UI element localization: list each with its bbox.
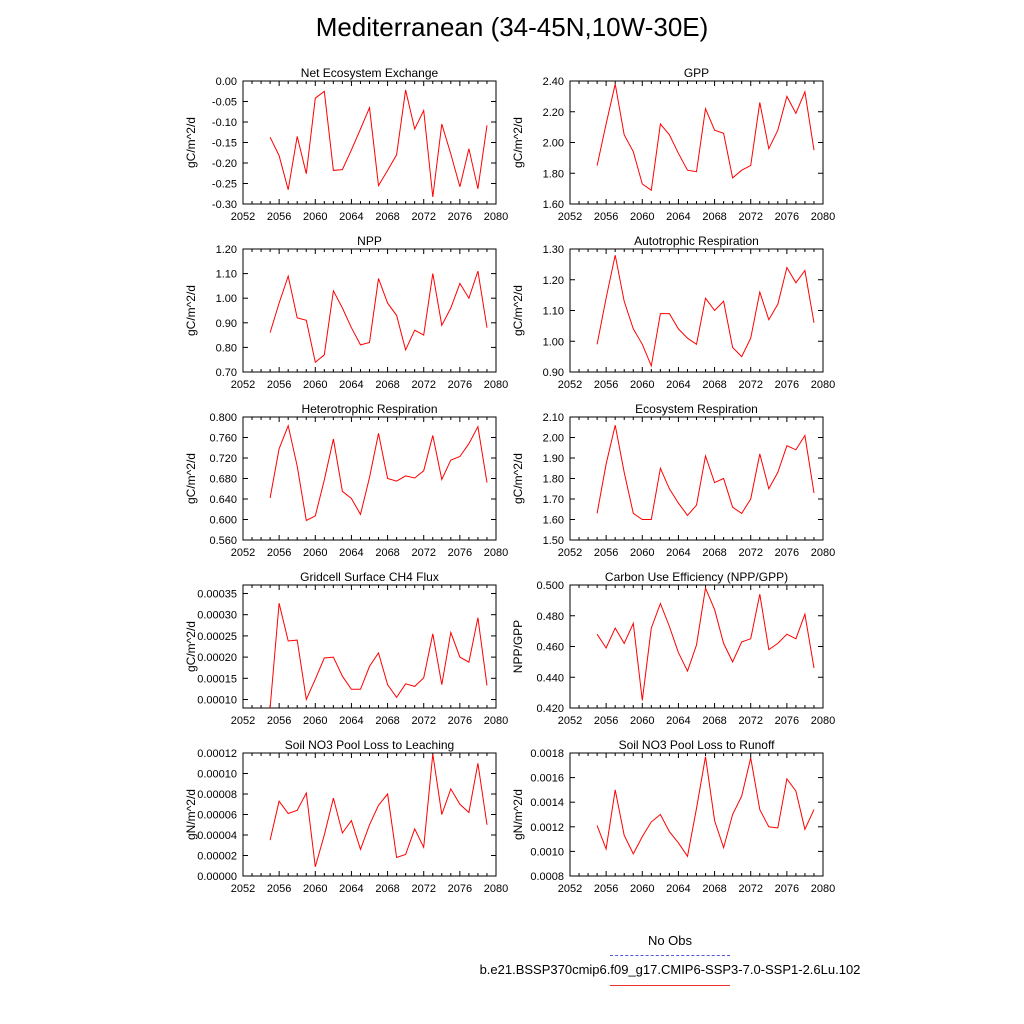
y-tick-label: 0.00030 [197, 609, 237, 622]
y-tick-label: 0.00025 [197, 630, 237, 643]
x-tick-label: 2064 [666, 379, 691, 391]
y-tick-label: 2.10 [542, 412, 564, 424]
panel-title: GPP [683, 66, 710, 80]
x-tick-label: 2072 [738, 715, 763, 727]
x-tick-label: 2068 [702, 211, 727, 223]
y-tick-label: 0.720 [209, 453, 237, 465]
panel-title: Heterotrophic Respiration [301, 402, 438, 416]
plot-frame [243, 81, 496, 204]
x-tick-label: 2052 [557, 715, 583, 727]
y-tick-label: 1.90 [542, 453, 564, 465]
y-tick-label: 1.10 [215, 268, 237, 281]
series-line [270, 754, 487, 867]
series-line [597, 255, 814, 366]
x-tick-label: 2072 [738, 379, 763, 391]
y-tick-label: 0.00035 [197, 588, 237, 601]
panel-2 [184, 234, 508, 391]
x-tick-label: 2080 [810, 715, 836, 727]
y-tick-label: -0.05 [211, 96, 237, 109]
x-tick-label: 2076 [774, 547, 800, 559]
plot-frame [570, 417, 823, 540]
x-tick-label: 2052 [230, 211, 256, 223]
x-tick-label: 2080 [483, 547, 509, 559]
x-tick-label: 2064 [666, 715, 691, 727]
panel-0 [184, 66, 508, 223]
x-tick-label: 2060 [303, 715, 328, 727]
y-tick-label: 0.480 [536, 610, 564, 623]
x-tick-label: 2080 [810, 211, 836, 223]
x-tick-label: 2056 [593, 883, 619, 895]
y-tick-label: 0.0014 [530, 797, 564, 810]
y-tick-label: 1.20 [542, 274, 564, 287]
panel-7 [511, 570, 835, 727]
x-tick-label: 2072 [738, 547, 763, 559]
y-tick-label: 0.420 [536, 703, 564, 715]
y-tick-label: 1.70 [542, 494, 564, 506]
x-tick-label: 2052 [230, 883, 256, 895]
x-tick-label: 2052 [230, 379, 256, 391]
y-tick-label: 1.60 [542, 199, 564, 211]
series-line [597, 757, 814, 857]
panel-title: Autotrophic Respiration [634, 234, 759, 248]
x-tick-label: 2072 [411, 715, 436, 727]
y-tick-label: -0.25 [211, 178, 237, 191]
series-line [270, 90, 487, 197]
x-tick-label: 2056 [266, 379, 292, 391]
legend-case-label: b.e21.BSSP370cmip6.f09_g17.CMIP6-SSP3-7.0-SSP1-2.6Lu.102 [479, 962, 861, 977]
y-tick-label: 0.0010 [530, 846, 564, 859]
y-tick-label: 0.00008 [197, 789, 237, 801]
y-tick-label: 0.00020 [197, 652, 237, 665]
y-tick-label: 1.20 [215, 244, 237, 256]
y-tick-label: 0.600 [209, 514, 237, 527]
panel-title: Soil NO3 Pool Loss to Leaching [284, 738, 455, 752]
legend-case-line [610, 985, 730, 986]
x-tick-label: 2072 [411, 211, 436, 223]
x-tick-label: 2076 [774, 715, 800, 727]
x-tick-label: 2068 [702, 715, 727, 727]
series-line [597, 84, 814, 190]
x-tick-label: 2060 [303, 883, 328, 895]
y-tick-label: 0.0016 [530, 772, 564, 785]
y-axis-label: gN/m^2/d [511, 789, 525, 840]
panel-9 [511, 738, 835, 895]
y-tick-label: 0.80 [215, 342, 237, 355]
y-tick-label: 1.60 [542, 514, 564, 527]
x-tick-label: 2064 [339, 715, 364, 727]
x-tick-label: 2080 [483, 883, 509, 895]
x-tick-label: 2052 [557, 211, 583, 223]
panel-4 [184, 402, 508, 559]
y-tick-label: 0.90 [215, 317, 237, 330]
y-tick-label: 0.0012 [530, 821, 564, 834]
x-tick-label: 2080 [483, 211, 509, 223]
panel-title: Gridcell Surface CH4 Flux [300, 570, 439, 584]
x-tick-label: 2068 [375, 379, 400, 391]
panel-title: Ecosystem Respiration [635, 402, 758, 416]
y-axis-label: gC/m^2/d [184, 117, 198, 168]
x-tick-label: 2080 [483, 379, 509, 391]
y-tick-label: 2.00 [542, 137, 564, 150]
y-axis-label: gC/m^2/d [511, 453, 525, 504]
x-tick-label: 2072 [411, 547, 436, 559]
x-tick-label: 2060 [303, 547, 328, 559]
y-tick-label: 0.00004 [197, 830, 237, 842]
x-tick-label: 2060 [630, 211, 655, 223]
x-tick-label: 2072 [411, 379, 436, 391]
plot-frame [243, 753, 496, 876]
x-tick-label: 2080 [810, 883, 836, 895]
y-tick-label: 1.80 [542, 473, 564, 486]
y-axis-label: gN/m^2/d [184, 789, 198, 840]
x-tick-label: 2056 [266, 211, 292, 223]
x-tick-label: 2076 [447, 715, 473, 727]
panel-8 [184, 738, 508, 895]
y-tick-label: 0.00006 [197, 809, 237, 822]
y-tick-label: -0.30 [211, 199, 237, 211]
series-line [270, 603, 487, 708]
y-tick-label: 0.680 [209, 473, 237, 486]
y-tick-label: 0.640 [209, 494, 237, 506]
y-tick-label: 0.00015 [197, 673, 237, 686]
panel-title: Net Ecosystem Exchange [300, 66, 439, 80]
y-tick-label: 0.00010 [197, 694, 237, 707]
y-tick-label: 0.760 [209, 432, 237, 445]
legend-no-obs-label: No Obs [647, 933, 693, 948]
y-tick-label: 0.00000 [197, 871, 237, 883]
x-tick-label: 2076 [447, 547, 473, 559]
y-tick-label: 2.40 [542, 76, 564, 88]
x-tick-label: 2072 [738, 883, 763, 895]
plot-frame [243, 585, 496, 708]
x-tick-label: 2052 [557, 883, 583, 895]
y-tick-label: 0.00002 [197, 850, 237, 863]
panel-5 [511, 402, 835, 559]
page-title: Mediterranean (34-45N,10W-30E) [315, 12, 709, 42]
y-tick-label: 0.440 [536, 672, 564, 685]
x-tick-label: 2080 [483, 715, 509, 727]
y-axis-label: gC/m^2/d [511, 117, 525, 168]
x-tick-label: 2076 [447, 883, 473, 895]
x-tick-label: 2068 [702, 547, 727, 559]
series-line [270, 426, 487, 521]
x-tick-label: 2056 [593, 379, 619, 391]
x-tick-label: 2072 [738, 211, 763, 223]
y-tick-label: 1.30 [542, 244, 564, 256]
x-tick-label: 2076 [774, 211, 800, 223]
x-tick-label: 2064 [666, 211, 691, 223]
x-tick-label: 2068 [375, 883, 400, 895]
x-tick-label: 2080 [810, 547, 836, 559]
x-tick-label: 2052 [230, 547, 256, 559]
y-axis-label: gC/m^2/d [511, 285, 525, 336]
x-tick-label: 2060 [630, 379, 655, 391]
x-tick-label: 2072 [411, 883, 436, 895]
y-tick-label: 0.0018 [530, 748, 564, 760]
panel-3 [511, 234, 835, 391]
x-tick-label: 2068 [375, 715, 400, 727]
plot-frame [570, 249, 823, 372]
x-tick-label: 2068 [375, 211, 400, 223]
x-tick-label: 2064 [666, 547, 691, 559]
y-tick-label: 0.800 [209, 412, 237, 424]
x-tick-label: 2060 [303, 379, 328, 391]
y-tick-label: 1.10 [542, 305, 564, 318]
x-tick-label: 2052 [557, 547, 583, 559]
x-tick-label: 2056 [266, 715, 292, 727]
y-tick-label: -0.20 [211, 158, 237, 170]
x-tick-label: 2056 [593, 547, 619, 559]
y-axis-label: NPP/GPP [511, 619, 525, 674]
y-tick-label: 0.00012 [197, 748, 237, 760]
y-tick-label: 0.00010 [197, 768, 237, 781]
x-tick-label: 2052 [557, 379, 583, 391]
y-tick-label: 2.00 [542, 432, 564, 445]
panel-1 [511, 66, 835, 223]
x-tick-label: 2068 [702, 379, 727, 391]
x-tick-label: 2068 [375, 547, 400, 559]
x-tick-label: 2064 [339, 379, 364, 391]
x-tick-label: 2068 [702, 883, 727, 895]
y-tick-label: 0.90 [542, 367, 564, 379]
y-tick-label: 2.20 [542, 106, 564, 119]
y-tick-label: -0.10 [211, 117, 237, 129]
plot-frame [570, 81, 823, 204]
series-line [270, 271, 487, 362]
x-tick-label: 2064 [666, 883, 691, 895]
plot-frame [243, 249, 496, 372]
x-tick-label: 2052 [230, 715, 256, 727]
x-tick-label: 2056 [266, 547, 292, 559]
y-tick-label: 0.500 [536, 580, 564, 592]
y-tick-label: 0.00 [215, 76, 237, 88]
y-tick-label: 1.00 [542, 336, 564, 349]
y-tick-label: 0.560 [209, 535, 237, 547]
series-line [597, 425, 814, 519]
x-tick-label: 2056 [593, 211, 619, 223]
y-tick-label: 1.50 [542, 535, 564, 547]
x-tick-label: 2060 [630, 883, 655, 895]
series-line [597, 588, 814, 700]
y-axis-label: gC/m^2/d [184, 453, 198, 504]
x-tick-label: 2076 [447, 379, 473, 391]
x-tick-label: 2076 [774, 883, 800, 895]
legend-no-obs-line [610, 955, 730, 956]
panel-title: NPP [357, 234, 382, 248]
y-axis-label: gC/m^2/d [184, 621, 198, 672]
x-tick-label: 2076 [447, 211, 473, 223]
panel-6 [184, 570, 508, 727]
panel-title: Soil NO3 Pool Loss to Runoff [618, 738, 775, 752]
panel-title: Carbon Use Efficiency (NPP/GPP) [604, 570, 789, 584]
x-tick-label: 2060 [303, 211, 328, 223]
y-tick-label: 1.00 [215, 293, 237, 306]
y-tick-label: 1.80 [542, 168, 564, 181]
x-tick-label: 2060 [630, 547, 655, 559]
plot-frame [570, 753, 823, 876]
x-tick-label: 2064 [339, 883, 364, 895]
x-tick-label: 2076 [774, 379, 800, 391]
x-tick-label: 2056 [593, 715, 619, 727]
x-tick-label: 2080 [810, 379, 836, 391]
y-axis-label: gC/m^2/d [184, 285, 198, 336]
x-tick-label: 2064 [339, 547, 364, 559]
x-tick-label: 2056 [266, 883, 292, 895]
y-tick-label: 0.70 [215, 367, 237, 379]
x-tick-label: 2064 [339, 211, 364, 223]
x-tick-label: 2060 [630, 715, 655, 727]
y-tick-label: 0.0008 [530, 871, 564, 883]
y-tick-label: 0.460 [536, 641, 564, 654]
y-tick-label: -0.15 [211, 137, 237, 150]
